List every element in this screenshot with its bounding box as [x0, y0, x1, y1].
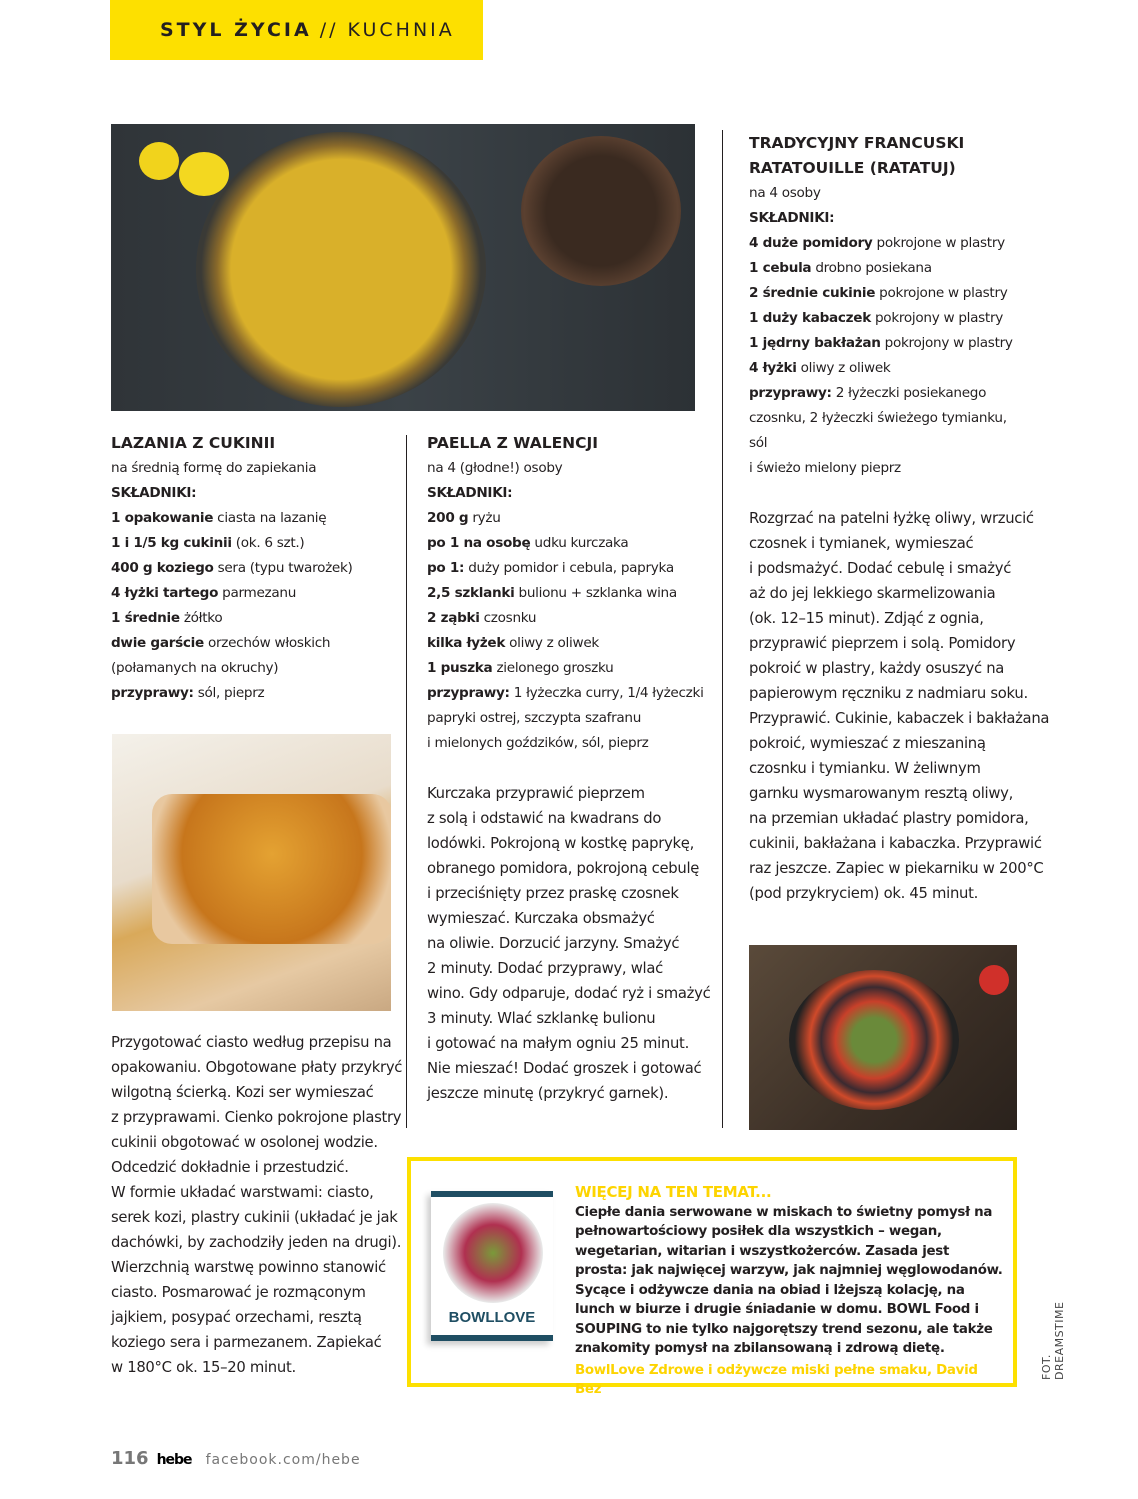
- ingredient-text: i świeżo mielony pieprz: [749, 460, 901, 476]
- ingredient-amount: przyprawy:: [111, 685, 194, 701]
- ingredient-item: [111, 531, 401, 556]
- recipe-title: PAELLA Z WALENCJI: [427, 434, 599, 452]
- ingredient-text: czosnku, 2 łyżeczki świeżego tymianku, sól: [749, 410, 1007, 451]
- ingredient-text: duży pomidor i cebula, papryka: [464, 560, 674, 576]
- ingredient-text: udku kurczaka: [530, 535, 629, 551]
- method-line: w 180°C ok. 15–20 minut.: [111, 1359, 296, 1376]
- ingredient-amount: 4 duże pomidory: [749, 235, 873, 251]
- promo-body: Ciepłe dania serwowane w miskach to świetny pomysł na pełnowartościowy posiłek dla wszystkich – wegan, wegetarian, witarian i wszystkożerców. Zasada jest prosta: jak najwięcej warzyw, jak najmniej węglowodanów. Sycące i odżywcze dania na obiad i lżejszą kolację, na lunch w biurze i drugie śniadanie w domu. BOWL Food i SOUPING to nie tylko najgorętszy trend sezonu, ale także znakomity pomysł na zbilansowaną i zdrową dietę.: [575, 1204, 1003, 1356]
- method-line: lodówki. Pokrojoną w kostkę paprykę,: [427, 835, 694, 852]
- recipe-paella: [427, 431, 717, 1106]
- ingredient-amount: 1 i 1/5 kg cukinii: [111, 535, 232, 551]
- ingredient-text: parmezanu: [218, 585, 297, 601]
- ingredient-item: [749, 281, 1029, 306]
- method-line: opakowaniu. Obgotowane płaty przykryć: [111, 1059, 403, 1076]
- ingredient-item: [111, 631, 401, 656]
- method-line: czosnku i tymianku. W żeliwnym: [749, 760, 981, 777]
- method-line: pokroić, wymieszać z mieszaniną: [749, 735, 986, 752]
- method-line: na przemian układać plastry pomidora,: [749, 810, 1029, 827]
- ingredients-label: SKŁADNIKI:: [427, 485, 513, 501]
- ingredient-amount: 400 g koziego: [111, 560, 214, 576]
- column-divider: [406, 435, 407, 1128]
- lasagna-photo: [112, 734, 391, 1011]
- page-number: 116: [111, 1448, 149, 1469]
- method-line: raz jeszcze. Zapiec w piekarniku w 200°C: [749, 860, 1044, 877]
- paella-photo: [111, 124, 695, 411]
- recipe-title-line: RATATOUILLE (RATATUJ): [749, 159, 956, 177]
- ingredient-item: [427, 631, 717, 656]
- ingredient-text: 1 łyżeczka curry, 1/4 łyżeczki: [509, 685, 704, 701]
- method-line: i przeciśnięty przez praskę czosnek: [427, 885, 679, 902]
- method-line: koziego sera i parmezanem. Zapiekać: [111, 1334, 382, 1351]
- ingredient-item: [111, 581, 401, 606]
- ingredient-amount: 2 średnie cukinie: [749, 285, 876, 301]
- ingredient-amount: 1 duży kabaczek: [749, 310, 871, 326]
- facebook-link[interactable]: facebook.com/hebe: [205, 1452, 361, 1468]
- ingredient-item: [427, 581, 717, 606]
- method-line: obranego pomidora, pokrojoną cebulę: [427, 860, 700, 877]
- section-header: [110, 0, 483, 60]
- recipe-title-line: TRADYCYJNY FRANCUSKI: [749, 134, 965, 152]
- serving: na średnią formę do zapiekania: [111, 460, 317, 476]
- ingredient-item: [111, 606, 401, 631]
- method-line: wilgotną ścierką. Kozi ser wymieszać: [111, 1084, 374, 1101]
- method-line: cukinii, bakłażana i kabaczka. Przyprawić: [749, 835, 1042, 852]
- ingredients-label: SKŁADNIKI:: [749, 210, 835, 226]
- lazania-method: [111, 1030, 401, 1380]
- method-line: (pod przykryciem) ok. 45 minut.: [749, 885, 979, 902]
- promo-heading: WIĘCEJ NA TEN TEMAT...: [575, 1183, 772, 1201]
- ingredient-item: [427, 706, 717, 731]
- method-line: ciasto. Posmarować je rozmąconym: [111, 1284, 366, 1301]
- method-line: jeszcze minutę (przykryć garnek).: [427, 1085, 669, 1102]
- method-line: W formie układać warstwami: ciasto,: [111, 1184, 374, 1201]
- ingredient-text: drobno posiekana: [811, 260, 932, 276]
- ingredient-item: [427, 731, 717, 756]
- ingredient-text: orzechów włoskich: [203, 635, 331, 651]
- method-line: cukinii obgotować w osolonej wodzie.: [111, 1134, 378, 1151]
- promo-box: [407, 1157, 1017, 1397]
- ingredient-amount: 1 opakowanie: [111, 510, 214, 526]
- ingredient-item: [749, 381, 1029, 406]
- ingredient-item: [427, 556, 717, 581]
- method-line: z solą i odstawić na kwadrans do: [427, 810, 662, 827]
- method-line: aż do jej lekkiego skarmelizowania: [749, 585, 996, 602]
- ingredient-text: pokrojony w plastry: [880, 335, 1013, 351]
- ingredient-amount: 4 łyżki tartego: [111, 585, 219, 601]
- recipe-title: LAZANIA Z CUKINII: [111, 434, 276, 452]
- ingredient-item: [427, 606, 717, 631]
- method-line: dachówki, by zachodziły jeden na drugi).: [111, 1234, 402, 1251]
- ingredient-item: [427, 656, 717, 681]
- ingredient-amount: po 1:: [427, 560, 465, 576]
- ingredient-text: i mielonych goździków, sól, pieprz: [427, 735, 649, 751]
- ingredient-item: [427, 506, 717, 531]
- ingredient-item: [427, 681, 717, 706]
- method-line: Przygotować ciasto według przepisu na: [111, 1034, 392, 1051]
- ingredients-label: SKŁADNIKI:: [111, 485, 197, 501]
- ingredient-text: pokrojony w plastry: [870, 310, 1003, 326]
- method-line: Odcedzić dokładnie i przestudzić.: [111, 1159, 349, 1176]
- ingredient-item: [111, 681, 401, 706]
- ingredient-text: papryki ostrej, szczypta szafranu: [427, 710, 642, 726]
- ingredient-amount: przyprawy:: [749, 385, 832, 401]
- serving: na 4 (głodne!) osoby: [427, 460, 563, 476]
- method-line: Kurczaka przyprawić pieprzem: [427, 785, 645, 802]
- method-line: pokroić w plastry, każdy osuszyć na: [749, 660, 1005, 677]
- ingredient-item: [111, 556, 401, 581]
- method-line: czosnek i tymianek, wymieszać: [749, 535, 974, 552]
- method-line: jajkiem, posypać orzechami, resztą: [111, 1309, 362, 1326]
- method-line: Przyprawić. Cukinie, kabaczek i bakłażana: [749, 710, 1050, 727]
- recipe-lazania: [111, 431, 401, 706]
- ingredient-amount: 1 cebula: [749, 260, 812, 276]
- ingredient-text: pokrojone w plastry: [875, 285, 1008, 301]
- ingredient-text: oliwy z oliwek: [505, 635, 599, 651]
- page-footer: [111, 1448, 361, 1469]
- method-line: Wierzchnią warstwę powinno stanowić: [111, 1259, 386, 1276]
- ingredient-text: ciasta na lazanię: [213, 510, 327, 526]
- ingredient-text: bulionu + szklanka wina: [514, 585, 677, 601]
- ingredient-amount: 2 ząbki: [427, 610, 480, 626]
- method-line: Nie mieszać! Dodać groszek i gotować: [427, 1060, 702, 1077]
- ingredient-amount: kilka łyżek: [427, 635, 506, 651]
- ingredient-item: [749, 331, 1029, 356]
- ingredient-text: oliwy z oliwek: [796, 360, 891, 376]
- ingredient-item: [427, 531, 717, 556]
- method-line: papierowym ręczniku z nadmiaru soku.: [749, 685, 1028, 702]
- ingredient-amount: 200 g: [427, 510, 469, 526]
- method-line: przyprawić pieprzem i solą. Pomidory: [749, 635, 1016, 652]
- ingredient-item: [749, 456, 1029, 481]
- ingredient-text: (połamanych na okruchy): [111, 660, 279, 676]
- method-line: 2 minuty. Dodać przyprawy, wlać: [427, 960, 663, 977]
- serving: na 4 osoby: [749, 185, 821, 201]
- ingredient-item: [749, 231, 1029, 256]
- method-line: 3 minuty. Wlać szklankę bulionu: [427, 1010, 656, 1027]
- ingredient-item: [749, 356, 1029, 381]
- ingredient-item: [749, 256, 1029, 281]
- ingredient-text: czosnku: [479, 610, 537, 626]
- ingredient-amount: dwie garście: [111, 635, 204, 651]
- ingredient-text: ryżu: [468, 510, 501, 526]
- ingredient-text: sera (typu twarożek): [213, 560, 353, 576]
- method-line: i podsmażyć. Dodać cebulę i smażyć: [749, 560, 1012, 577]
- ingredient-text: sól, pieprz: [193, 685, 265, 701]
- ingredient-amount: 1 średnie: [111, 610, 180, 626]
- book-cover: [431, 1191, 553, 1341]
- method-line: serek kozi, plastry cukinii (układać je jak: [111, 1209, 398, 1226]
- book-cover-title: BOWLLOVE: [448, 1309, 536, 1326]
- brand-logo: hebe: [156, 1452, 192, 1468]
- ingredient-item: [111, 506, 401, 531]
- ingredient-amount: przyprawy:: [427, 685, 510, 701]
- method-line: garnku wysmarowanym resztą oliwy,: [749, 785, 1013, 802]
- ingredient-text: pokrojone w plastry: [872, 235, 1005, 251]
- ingredient-amount: 2,5 szklanki: [427, 585, 515, 601]
- method-line: na oliwie. Dorzucić jarzyny. Smażyć: [427, 935, 680, 952]
- ingredient-amount: 1 puszka: [427, 660, 493, 676]
- ingredient-item: [749, 406, 1029, 456]
- ratatouille-photo: [749, 945, 1017, 1130]
- ingredient-amount: 1 jędrny bakłażan: [749, 335, 881, 351]
- method-line: wymieszać. Kurczaka obsmażyć: [427, 910, 655, 927]
- ingredient-item: [111, 656, 401, 681]
- ingredient-text: zielonego groszku: [492, 660, 614, 676]
- method-line: (ok. 12–15 minut). Zdjąć z ognia,: [749, 610, 984, 627]
- column-divider: [722, 130, 723, 1128]
- method-line: wino. Gdy odparuje, dodać ryż i smażyć: [427, 985, 711, 1002]
- recipe-ratatouille: [749, 131, 1050, 906]
- photo-credit: FOT. DREAMSTIME: [1040, 1301, 1066, 1380]
- subsection-title: // KUCHNIA: [319, 19, 455, 41]
- method-line: i gotować na małym ogniu 25 minut.: [427, 1035, 689, 1052]
- method-line: z przyprawami. Cienko pokrojone plastry: [111, 1109, 402, 1126]
- section-title: STYL ŻYCIA: [160, 19, 312, 41]
- ingredient-text: 2 łyżeczki posiekanego: [831, 385, 987, 401]
- method-line: Rozgrzać na patelni łyżkę oliwy, wrzucić: [749, 510, 1034, 527]
- ingredient-text: żółtko: [179, 610, 223, 626]
- ingredient-amount: 4 łyżki: [749, 360, 797, 376]
- ingredient-text: (ok. 6 szt.): [231, 535, 305, 551]
- ingredient-item: [749, 306, 1029, 331]
- book-citation: BowlLove Zdrowe i odżywcze miski pełne smaku, David Bez: [575, 1362, 978, 1397]
- ingredient-amount: po 1 na osobę: [427, 535, 531, 551]
